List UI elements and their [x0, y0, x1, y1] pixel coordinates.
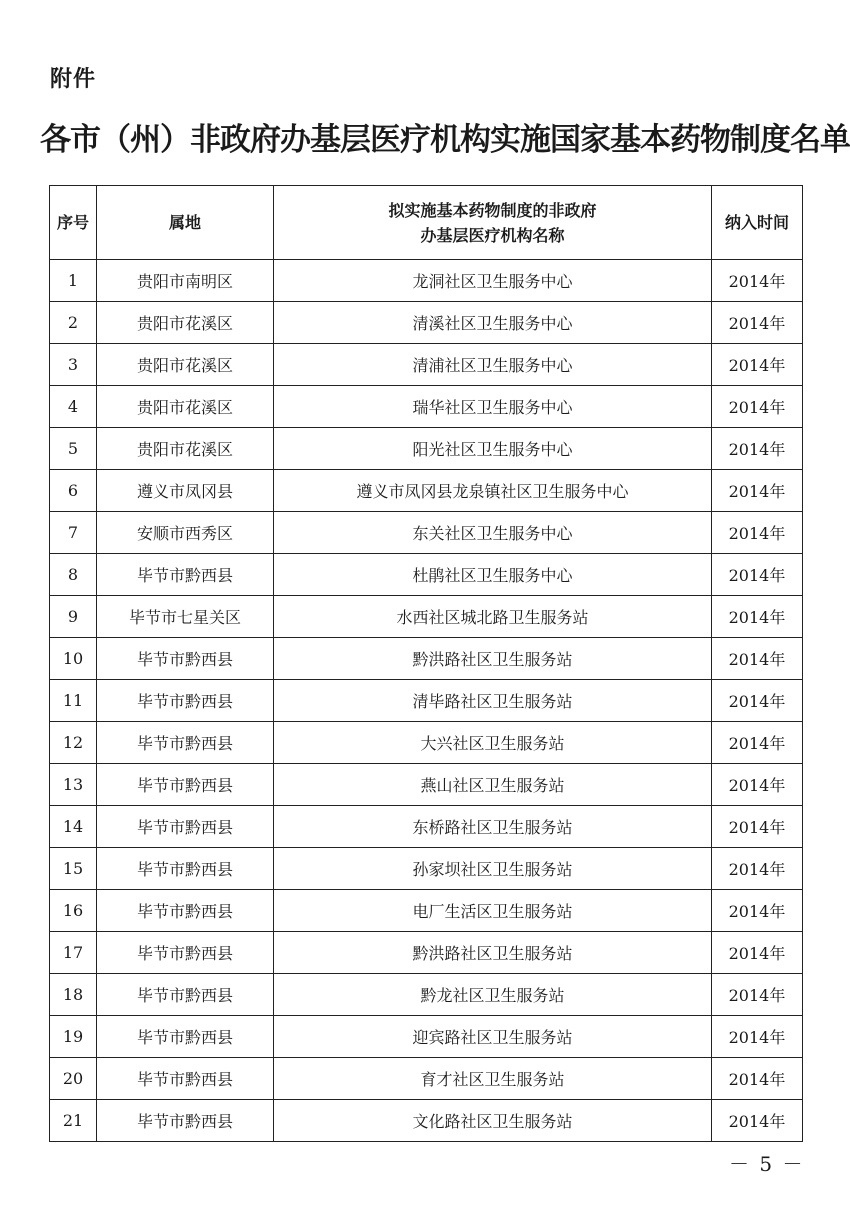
- table-header-row: [50, 186, 803, 260]
- cell-index: 19: [50, 1016, 97, 1058]
- cell-institution-name: 瑞华社区卫生服务中心: [274, 386, 712, 428]
- cell-inclusion-time: 2014年: [712, 890, 803, 932]
- cell-institution-name: 黔洪路社区卫生服务站: [274, 932, 712, 974]
- table-row: [50, 764, 803, 806]
- cell-inclusion-time: 2014年: [712, 470, 803, 512]
- cell-inclusion-time: 2014年: [712, 302, 803, 344]
- cell-location: 贵阳市花溪区: [97, 428, 274, 470]
- cell-institution-name: 清浦社区卫生服务中心: [274, 344, 712, 386]
- cell-inclusion-time: 2014年: [712, 554, 803, 596]
- header-location: 属地: [97, 186, 274, 260]
- table-row: [50, 470, 803, 512]
- cell-location: 毕节市黔西县: [97, 890, 274, 932]
- cell-index: 16: [50, 890, 97, 932]
- cell-inclusion-time: 2014年: [712, 386, 803, 428]
- cell-location: 贵阳市南明区: [97, 260, 274, 302]
- cell-location: 毕节市黔西县: [97, 722, 274, 764]
- cell-location: 毕节市黔西县: [97, 806, 274, 848]
- cell-location: 毕节市黔西县: [97, 680, 274, 722]
- table-row: [50, 554, 803, 596]
- cell-institution-name: 清毕路社区卫生服务站: [274, 680, 712, 722]
- cell-institution-name: 黔洪路社区卫生服务站: [274, 638, 712, 680]
- cell-inclusion-time: 2014年: [712, 848, 803, 890]
- cell-index: 21: [50, 1100, 97, 1142]
- table-row: [50, 974, 803, 1016]
- cell-institution-name: 孙家坝社区卫生服务站: [274, 848, 712, 890]
- cell-inclusion-time: 2014年: [712, 806, 803, 848]
- cell-location: 毕节市黔西县: [97, 638, 274, 680]
- cell-inclusion-time: 2014年: [712, 974, 803, 1016]
- page-number: － 5 －: [729, 1152, 805, 1176]
- cell-location: 毕节市黔西县: [97, 554, 274, 596]
- cell-index: 2: [50, 302, 97, 344]
- cell-location: 毕节市黔西县: [97, 932, 274, 974]
- cell-location: 毕节市黔西县: [97, 848, 274, 890]
- cell-index: 1: [50, 260, 97, 302]
- cell-location: 毕节市黔西县: [97, 1016, 274, 1058]
- cell-index: 4: [50, 386, 97, 428]
- cell-index: 15: [50, 848, 97, 890]
- cell-inclusion-time: 2014年: [712, 344, 803, 386]
- cell-location: 安顺市西秀区: [97, 512, 274, 554]
- table-row: [50, 680, 803, 722]
- table-row: [50, 890, 803, 932]
- table-row: [50, 1100, 803, 1142]
- document-title: 各市（州）非政府办基层医疗机构实施国家基本药物制度名单: [40, 122, 850, 158]
- cell-location: 贵阳市花溪区: [97, 302, 274, 344]
- cell-location: 毕节市黔西县: [97, 1058, 274, 1100]
- cell-index: 18: [50, 974, 97, 1016]
- table-row: [50, 1058, 803, 1100]
- table-row: [50, 428, 803, 470]
- cell-inclusion-time: 2014年: [712, 596, 803, 638]
- cell-institution-name: 杜鹃社区卫生服务中心: [274, 554, 712, 596]
- table-row: [50, 638, 803, 680]
- cell-institution-name: 大兴社区卫生服务站: [274, 722, 712, 764]
- cell-inclusion-time: 2014年: [712, 680, 803, 722]
- cell-inclusion-time: 2014年: [712, 428, 803, 470]
- cell-institution-name: 燕山社区卫生服务站: [274, 764, 712, 806]
- cell-index: 20: [50, 1058, 97, 1100]
- header-index: 序号: [50, 186, 97, 260]
- table-row: [50, 848, 803, 890]
- table-row: [50, 1016, 803, 1058]
- cell-location: 毕节市黔西县: [97, 1100, 274, 1142]
- cell-institution-name: 东桥路社区卫生服务站: [274, 806, 712, 848]
- cell-institution-name: 水西社区城北路卫生服务站: [274, 596, 712, 638]
- cell-location: 毕节市黔西县: [97, 974, 274, 1016]
- institution-table: [49, 185, 803, 1142]
- cell-location: 遵义市凤冈县: [97, 470, 274, 512]
- cell-location: 贵阳市花溪区: [97, 344, 274, 386]
- table-row: [50, 512, 803, 554]
- cell-index: 13: [50, 764, 97, 806]
- cell-index: 10: [50, 638, 97, 680]
- header-institution-name: [274, 186, 712, 260]
- cell-inclusion-time: 2014年: [712, 638, 803, 680]
- cell-index: 11: [50, 680, 97, 722]
- cell-location: 毕节市黔西县: [97, 764, 274, 806]
- table-row: [50, 596, 803, 638]
- cell-institution-name: 清溪社区卫生服务中心: [274, 302, 712, 344]
- table-row: [50, 260, 803, 302]
- cell-institution-name: 阳光社区卫生服务中心: [274, 428, 712, 470]
- table-row: [50, 302, 803, 344]
- cell-index: 9: [50, 596, 97, 638]
- cell-location: 贵阳市花溪区: [97, 386, 274, 428]
- cell-inclusion-time: 2014年: [712, 1016, 803, 1058]
- cell-index: 12: [50, 722, 97, 764]
- header-inclusion-time: 纳入时间: [712, 186, 803, 260]
- header-name-line1: 拟实施基本药物制度的非政府: [388, 200, 597, 220]
- cell-institution-name: 遵义市凤冈县龙泉镇社区卫生服务中心: [274, 470, 712, 512]
- cell-inclusion-time: 2014年: [712, 1058, 803, 1100]
- cell-inclusion-time: 2014年: [712, 1100, 803, 1142]
- cell-index: 7: [50, 512, 97, 554]
- cell-inclusion-time: 2014年: [712, 764, 803, 806]
- cell-inclusion-time: 2014年: [712, 512, 803, 554]
- table-row: [50, 932, 803, 974]
- cell-institution-name: 电厂生活区卫生服务站: [274, 890, 712, 932]
- attachment-label: 附件: [50, 67, 97, 92]
- table-row: [50, 806, 803, 848]
- cell-index: 5: [50, 428, 97, 470]
- cell-inclusion-time: 2014年: [712, 932, 803, 974]
- cell-index: 14: [50, 806, 97, 848]
- cell-institution-name: 黔龙社区卫生服务站: [274, 974, 712, 1016]
- cell-institution-name: 育才社区卫生服务站: [274, 1058, 712, 1100]
- cell-institution-name: 龙洞社区卫生服务中心: [274, 260, 712, 302]
- table-row: [50, 386, 803, 428]
- cell-index: 6: [50, 470, 97, 512]
- cell-inclusion-time: 2014年: [712, 722, 803, 764]
- header-name-line2: 办基层医疗机构名称: [420, 225, 565, 245]
- cell-location: 毕节市七星关区: [97, 596, 274, 638]
- table-row: [50, 344, 803, 386]
- cell-index: 8: [50, 554, 97, 596]
- cell-index: 3: [50, 344, 97, 386]
- cell-inclusion-time: 2014年: [712, 260, 803, 302]
- cell-index: 17: [50, 932, 97, 974]
- cell-institution-name: 迎宾路社区卫生服务站: [274, 1016, 712, 1058]
- cell-institution-name: 文化路社区卫生服务站: [274, 1100, 712, 1142]
- cell-institution-name: 东关社区卫生服务中心: [274, 512, 712, 554]
- table-row: [50, 722, 803, 764]
